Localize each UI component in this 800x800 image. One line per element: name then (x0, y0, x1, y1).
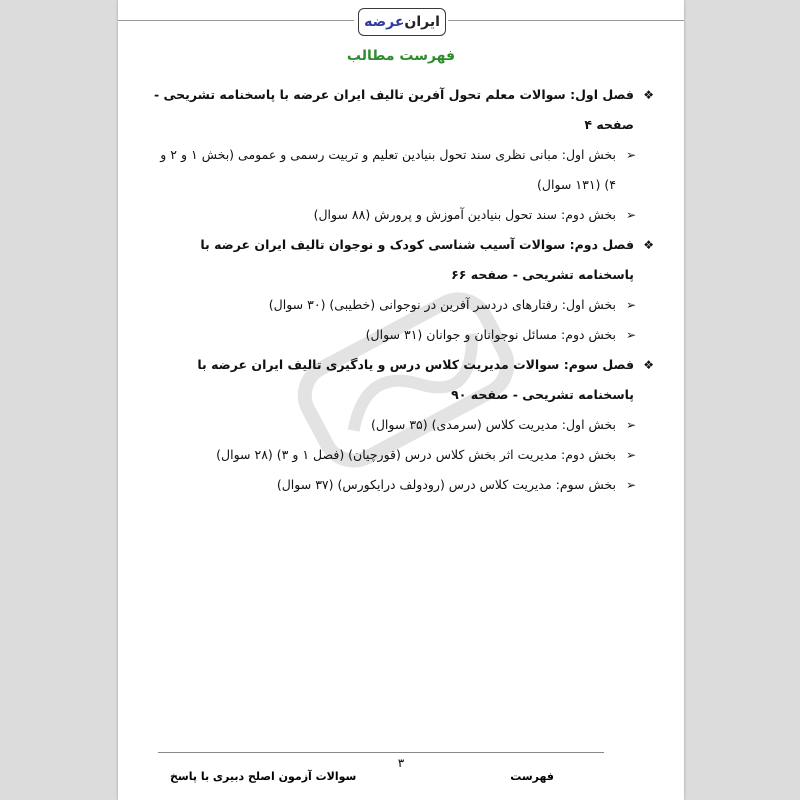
footer-document-title: سوالات آزمون اصلح دبیری با پاسخ (170, 770, 357, 783)
diamond-bullet-icon: ❖ (643, 358, 654, 372)
toc-section (154, 200, 654, 230)
header-divider-left (118, 20, 354, 21)
toc-section (154, 140, 654, 200)
logo-text: ایران (404, 14, 440, 30)
header-divider-right (448, 20, 684, 21)
toc-chapter (154, 350, 654, 410)
diamond-bullet-icon: ❖ (643, 88, 654, 102)
arrow-bullet-icon: ➢ (625, 208, 636, 222)
page-number: ۳ (397, 756, 405, 770)
brand-logo (358, 8, 446, 36)
arrow-bullet-icon: ➢ (625, 328, 636, 342)
toc-section-text: بخش اول: رفتارهای دردسر آفرین در نوجوانی (خطیبی) (۳۰ سوال) (268, 297, 616, 312)
footer-section-title: فهرست (510, 770, 554, 783)
toc-section-text: بخش سوم: مدیریت کلاس درس (رودولف درایکورس) (۳۷ سوال) (276, 477, 616, 492)
page-title: فهرست مطالب (346, 48, 456, 64)
header (118, 8, 684, 38)
toc-chapter-text: فصل اول: سوالات معلم تحول آفرین تالیف ایران عرضه با پاسخنامه تشریحی - صفحه ۴ (153, 87, 634, 132)
diamond-bullet-icon: ❖ (643, 238, 654, 252)
footer-divider (158, 752, 604, 753)
toc-chapter-text: فصل سوم: سوالات مدیریت کلاس درس و یادگیری تالیف ایران عرضه با پاسخنامه تشریحی - صفحه ۹۰ (197, 357, 634, 402)
toc-section (154, 410, 654, 440)
arrow-bullet-icon: ➢ (625, 448, 636, 462)
toc-section-text: بخش اول: مدیریت کلاس (سرمدی) (۳۵ سوال) (370, 417, 616, 432)
toc-section (154, 290, 654, 320)
toc-section-text: بخش اول: مبانی نظری سند تحول بنیادین تعلیم و تربیت رسمی و عمومی (بخش ۱ و ۲ و ۴) (۱۳۱ سوال) (160, 147, 616, 192)
table-of-contents (154, 80, 654, 500)
toc-section-text: بخش دوم: سند تحول بنیادین آموزش و پرورش (۸۸ سوال) (313, 207, 616, 222)
toc-section (154, 440, 654, 470)
toc-chapter (154, 230, 654, 290)
toc-section-text: بخش دوم: مسائل نوجوانان و جوانان (۳۱ سوال) (365, 327, 616, 342)
toc-chapter (154, 80, 654, 140)
arrow-bullet-icon: ➢ (625, 298, 636, 312)
arrow-bullet-icon: ➢ (625, 418, 636, 432)
arrow-bullet-icon: ➢ (625, 148, 636, 162)
toc-section (154, 320, 654, 350)
arrow-bullet-icon: ➢ (625, 478, 636, 492)
toc-section (154, 470, 654, 500)
document-page (118, 0, 684, 800)
toc-chapter-text: فصل دوم: سوالات آسیب شناسی کودک و نوجوان تالیف ایران عرضه با پاسخنامه تشریحی - صفحه ۶۶ (200, 237, 634, 282)
toc-section-text: بخش دوم: مدیریت اثر بخش کلاس درس (قورچیان) (فصل ۱ و ۳) (۲۸ سوال) (216, 447, 616, 462)
logo-accent-text: عرضه (364, 14, 405, 30)
